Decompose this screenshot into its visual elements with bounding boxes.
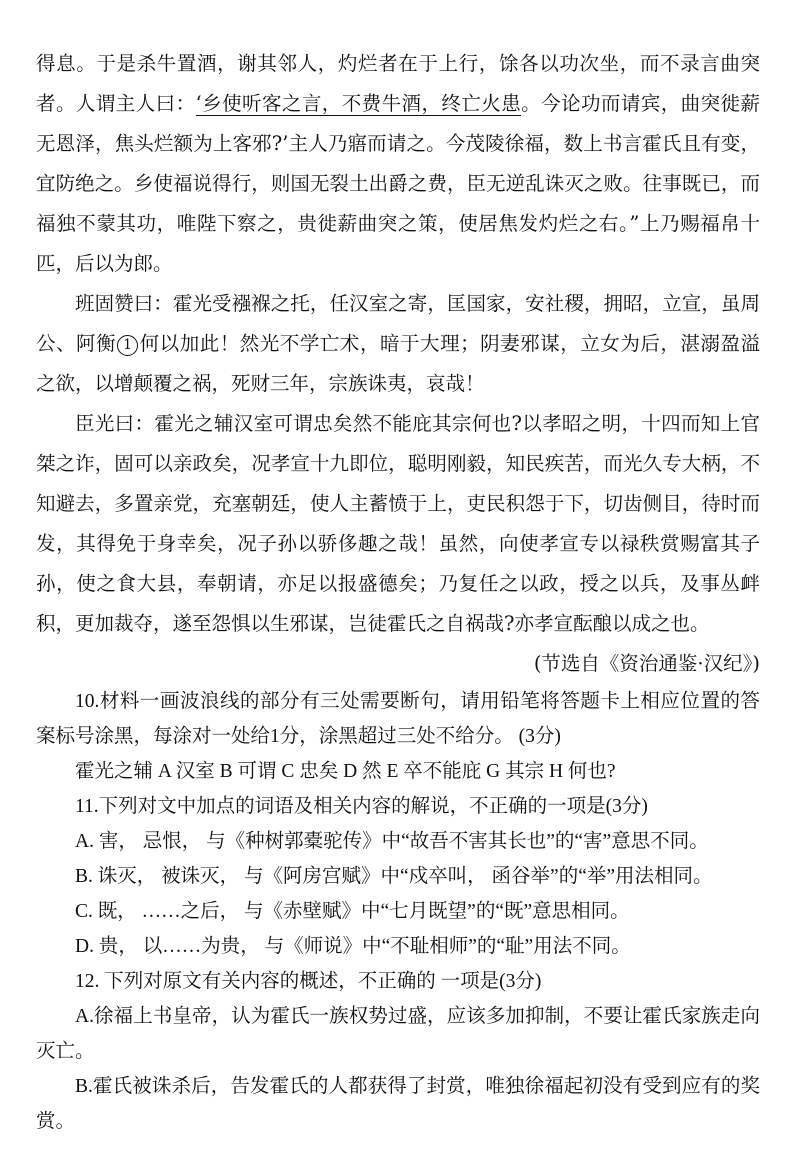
passage-paragraph-3: 臣光曰：霍光之辅汉室可谓忠矣然不能庇其宗何也?以孝昭之明，十四而知上官桀之诈，固可以亲政矣，况孝宣十九即位，聪明刚毅，知民疾苦，而光久专大柄，不知避去，多置亲党，充塞朝廷，使人主蓄愤于上，吏民积怨于下，切齿侧目，待时而发，其得免于身幸矣，况子孙以骄侈趣之哉！虽然，向使孝宣专以禄秩赏赐富其子孙，使之食大县，奉朝请，亦足以报盛德矣；乃复任之以政，授之以兵，及事丛衅积，更加裁夺，遂至怨惧以生邪谋，岂徒霍氏之自祸哉?亦孝宣酝酿以成之也。: [36, 412, 760, 635]
passage-text: 得息。于是杀牛置酒，谢其邻人，灼烂者在于上行，馀各以功次坐，而不录言曲突者。人谓主人曰：: [36, 52, 760, 115]
passage-paragraph-1: [36, 44, 760, 284]
question-11-option-b: B. 诛灭， 被诛灭， 与《阿房宫赋》中“戍卒叫， 函谷举”的“举”用法相同。: [75, 866, 713, 887]
question-11-option-a: A. 害， 忌恨， 与《种树郭橐驼传》中“故吾不害其长也”的“害”意思不同。: [75, 831, 709, 852]
annotation-marker: 1: [117, 335, 138, 356]
question-11-option-d: D. 贵， 以……为贵， 与《师说》中“不耻相师”的“耻”用法不同。: [75, 936, 631, 957]
source-citation: (节选自《资治通鉴·汉纪》): [533, 652, 760, 675]
passage-paragraph-2: [36, 284, 760, 404]
question-11-stem: 11.下列对文中加点的词语及相关内容的解说，不正确的一项是(3分): [75, 796, 648, 817]
question-11-option-c: C. 既， ……之后， 与《赤壁赋》中“七月既望”的“既”意思相同。: [75, 901, 630, 922]
passage-text: 。今论功而请宾，曲突徙薪无恩泽，焦头烂额为上客邪?’主人乃寤而请之。今茂陵徐福，数上书言霍氏且有变，宜防绝之。乡使福说得行，则国无裂土出爵之费，臣无逆乱诛灭之败。往事既已，而福独不蒙其功，唯陛下察之，贵徙薪曲突之策，使居焦发灼烂之右。”上乃赐福帛十匹，后以为郎。: [36, 92, 760, 275]
question-12-option-b: B.霍氏被诛杀后，告发霍氏的人都获得了封赏，唯独徐福起初没有受到应有的奖赏。: [36, 1076, 760, 1132]
underlined-sentence: ‘乡使听客之言，不费牛酒，终亡火患: [195, 92, 522, 115]
question-12-stem: 12. 下列对原文有关内容的概述，不正确的 一项是(3分): [75, 971, 542, 992]
passage-text: 班固赞曰：霍光受襁褓之托，任汉室之寄，匡国家，安社稷，拥昭，立宣，虽周公、阿衡: [36, 292, 760, 355]
question-10-stem: 10.材料一画波浪线的部分有三处需要断句，请用铅笔将答题卡上相应位置的答案标号涂黑，每涂对一处给1分，涂黑超过三处不给分。 (3分): [36, 691, 760, 747]
question-10-text: 霍光之辅 A 汉室 B 可谓 C 忠矣 D 然 E 卒不能庇 G 其宗 H 何也?: [75, 761, 616, 782]
question-12-option-a: A.徐福上书皇帝，认为霍氏一族权势过盛，应该多加抑制，不要让霍氏家族走向灭亡。: [36, 1006, 760, 1062]
passage-text: 何以加此！然光不学亡术，暗于大理；阴妻邪谋，立女为后，湛溺盈溢之欲，以增颠覆之祸，死财三年，宗族诛夷，哀哉！: [36, 332, 760, 395]
